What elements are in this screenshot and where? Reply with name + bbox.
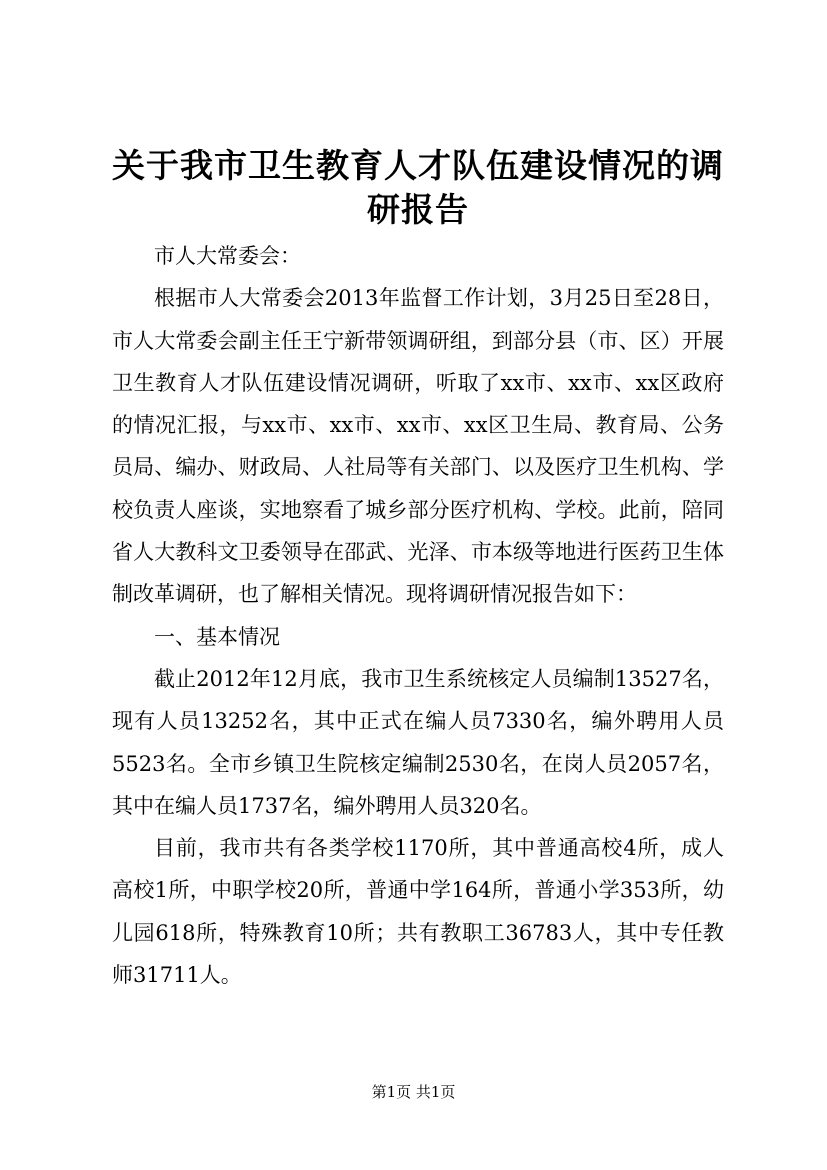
paragraph-health-staffing: 截止2012年12月底，我市卫生系统核定人员编制13527名，现有人员13252名，其中正式在编人员7330名，编外聘用人员5523名。全市乡镇卫生院核定编制2530名，在岗人员2057名，其中在编人员1737名，编外聘用人员320名。: [112, 666, 724, 818]
document-title: 关于我市卫生教育人才队伍建设情况的调研报告: [112, 146, 724, 229]
paragraph-education-staffing: 目前，我市共有各类学校1170所，其中普通高校4所，成人高校1所，中职学校20所，普通中学164所，普通小学353所，幼儿园618所，特殊教育10所；共有教职工36783人，其中专任教师31711人。: [112, 836, 724, 988]
salutation: 市人大常委会：: [154, 244, 301, 268]
section-heading-basic-situation: 一、基本情况: [154, 624, 280, 649]
document-body: [112, 235, 724, 996]
paragraph-intro: 根据市人大常委会2013年监督工作计划，3月25日至28日，市人大常委会副主任王宁新带领调研组，到部分县（市、区）开展卫生教育人才队伍建设情况调研，听取了xx市、xx市、xx区政府的情况汇报，与xx市、xx市、xx市、xx区卫生局、教育局、公务员局、编办、财政局、人社局等有关部门、以及医疗卫生机构、学校负责人座谈，实地察看了城乡部分医疗机构、学校。此前，陪同省人大教科文卫委领导在邵武、光泽、市本级等地进行医药卫生体制改革调研，也了解相关情况。现将调研情况报告如下：: [112, 286, 724, 607]
page-footer: 第1页 共1页: [371, 1083, 456, 1101]
